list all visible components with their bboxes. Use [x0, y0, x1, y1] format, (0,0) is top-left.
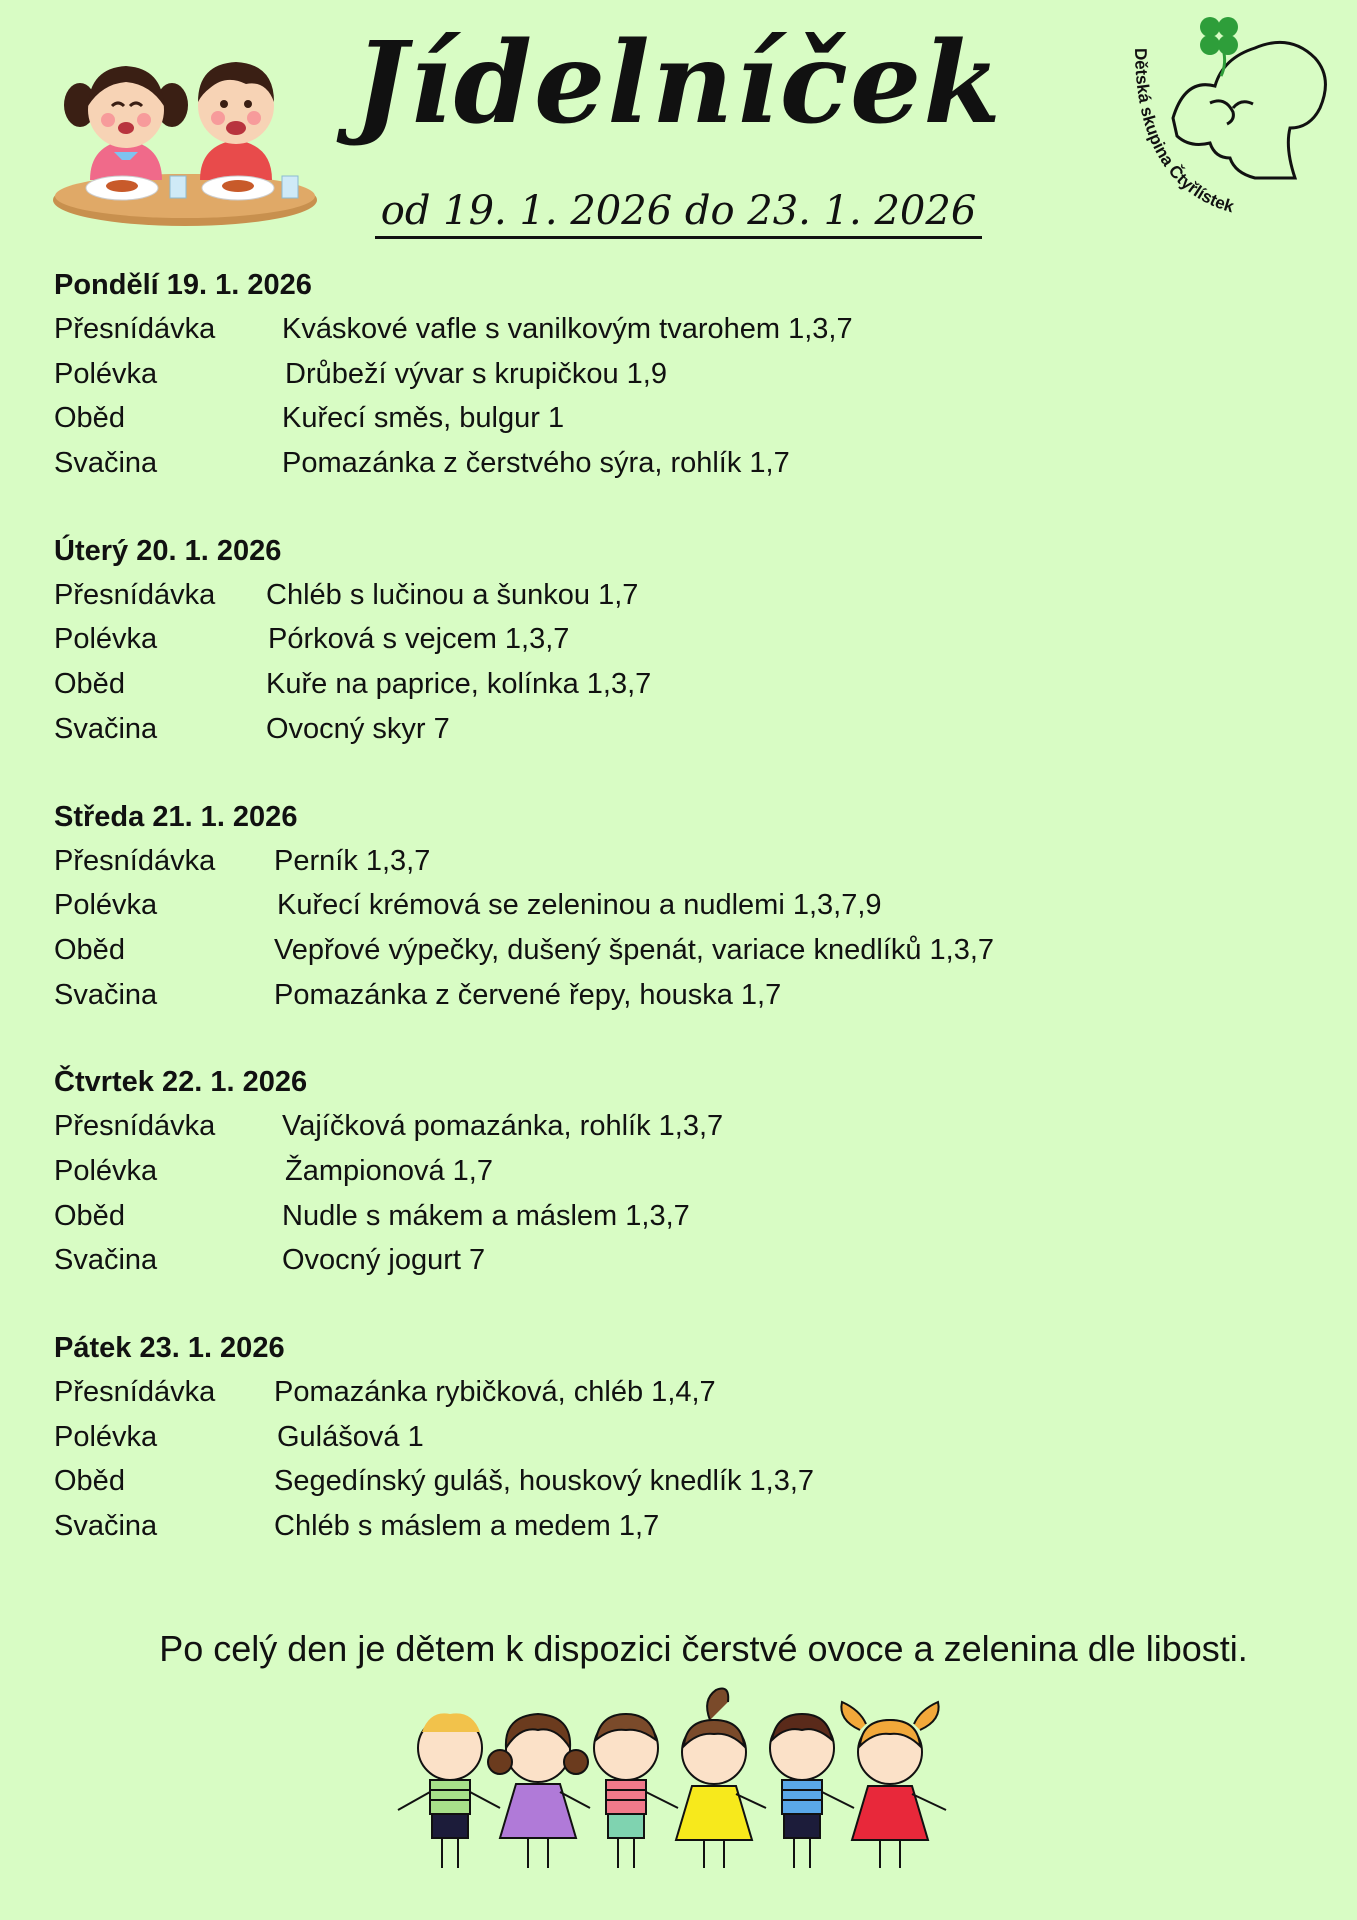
footer-note: Po celý den je dětem k dispozici čerstvé ovoce a zelenina dle libosti.	[159, 1628, 1248, 1669]
meal-row	[54, 928, 1304, 973]
meal-label: Polévka	[54, 889, 158, 922]
meal-dish: Pomazánka rybičková, chléb 1,4,7	[274, 1376, 716, 1408]
meal-label: Přesnídávka	[54, 844, 216, 877]
meal-dish: Segedínský guláš, houskový knedlík 1,3,7	[274, 1465, 815, 1498]
meal-dish: Kuřecí směs, bulgur 1	[282, 402, 565, 435]
meal-label: Polévka	[54, 1154, 158, 1187]
day-title: Pátek 23. 1. 2026	[54, 1332, 285, 1364]
meal-row	[54, 617, 1304, 662]
meal-row	[54, 883, 1304, 928]
meal-label: Přesnídávka	[54, 578, 216, 611]
meal-label: Svačina	[54, 1510, 158, 1543]
meal-dish: Chléb s máslem a medem 1,7	[274, 1510, 660, 1543]
day-monday	[54, 263, 1304, 486]
meal-dish: Pórková s vejcem 1,3,7	[268, 623, 570, 656]
meal-dish: Drůbeží vývar s krupičkou 1,9	[285, 357, 667, 390]
meal-dish: Vepřové výpečky, dušený špenát, variace knedlíků 1,3,7	[274, 933, 995, 966]
meal-row	[54, 396, 1304, 441]
meal-label: Svačina	[54, 1244, 158, 1277]
meal-label: Svačina	[54, 978, 158, 1011]
date-range-text: od 19. 1. 2026 do 23. 1. 2026	[375, 188, 983, 239]
meal-label: Oběd	[54, 668, 125, 701]
meal-row	[54, 1149, 1304, 1194]
meal-row	[54, 1504, 1304, 1549]
meal-row	[54, 573, 1304, 618]
meal-dish: Pomazánka z čerstvého sýra, rohlík 1,7	[282, 447, 790, 480]
meal-row	[54, 1415, 1304, 1460]
day-title: Středa 21. 1. 2026	[54, 800, 298, 833]
meal-row	[54, 662, 1304, 707]
day-title: Čtvrtek 22. 1. 2026	[54, 1066, 308, 1099]
meal-row	[54, 1238, 1304, 1283]
meal-label: Polévka	[54, 357, 158, 390]
meal-label: Svačina	[54, 447, 158, 480]
meal-row	[54, 1370, 1304, 1415]
meal-label: Polévka	[54, 623, 158, 656]
meal-row	[54, 839, 1304, 884]
meal-row	[54, 707, 1304, 752]
logo-text: Dětská skupina Čtyřlístek	[1130, 47, 1237, 217]
meal-label: Přesnídávka	[54, 1110, 216, 1143]
meal-row	[54, 307, 1304, 352]
meal-dish: Gulášová 1	[277, 1420, 424, 1453]
meal-dish: Perník 1,3,7	[274, 844, 431, 877]
meal-label: Polévka	[54, 1420, 158, 1453]
meal-dish: Pomazánka z červené řepy, houska 1,7	[274, 978, 782, 1011]
meal-dish: Kváskové vafle s vanilkovým tvarohem 1,3,7	[282, 313, 853, 345]
meal-dish: Vajíčková pomazánka, rohlík 1,3,7	[282, 1110, 724, 1143]
children-holding-hands-illustration	[390, 1680, 970, 1890]
page-title: Jídelníček	[354, 18, 1003, 149]
day-title: Úterý 20. 1. 2026	[54, 534, 282, 567]
meal-dish: Kuře na paprice, kolínka 1,3,7	[266, 668, 652, 701]
four-leaf-clover-logo-icon	[1115, 8, 1340, 233]
meal-dish: Žampionová 1,7	[285, 1154, 493, 1187]
weekly-menu	[54, 263, 1304, 1592]
meal-row	[54, 973, 1304, 1018]
meal-label: Přesnídávka	[54, 1376, 216, 1408]
day-wednesday	[54, 795, 1304, 1018]
meal-label: Přesnídávka	[54, 313, 216, 345]
meal-dish: Chléb s lučinou a šunkou 1,7	[266, 578, 639, 611]
meal-row	[54, 1104, 1304, 1149]
meal-row	[54, 352, 1304, 397]
meal-dish: Ovocný jogurt 7	[282, 1244, 486, 1277]
day-tuesday	[54, 529, 1304, 752]
meal-label: Oběd	[54, 1199, 125, 1232]
meal-label: Oběd	[54, 402, 125, 435]
day-friday	[54, 1326, 1304, 1549]
meal-dish: Nudle s mákem a máslem 1,3,7	[282, 1199, 690, 1232]
day-thursday	[54, 1060, 1304, 1283]
meal-label: Svačina	[54, 712, 158, 745]
meal-row	[54, 441, 1304, 486]
meal-dish: Ovocný skyr 7	[266, 712, 450, 745]
meal-row	[54, 1194, 1304, 1239]
meal-dish: Kuřecí krémová se zeleninou a nudlemi 1,3,7,9	[277, 889, 882, 922]
meal-label: Oběd	[54, 933, 125, 966]
meal-row	[54, 1459, 1304, 1504]
meal-label: Oběd	[54, 1465, 125, 1498]
day-title: Pondělí 19. 1. 2026	[54, 269, 312, 301]
